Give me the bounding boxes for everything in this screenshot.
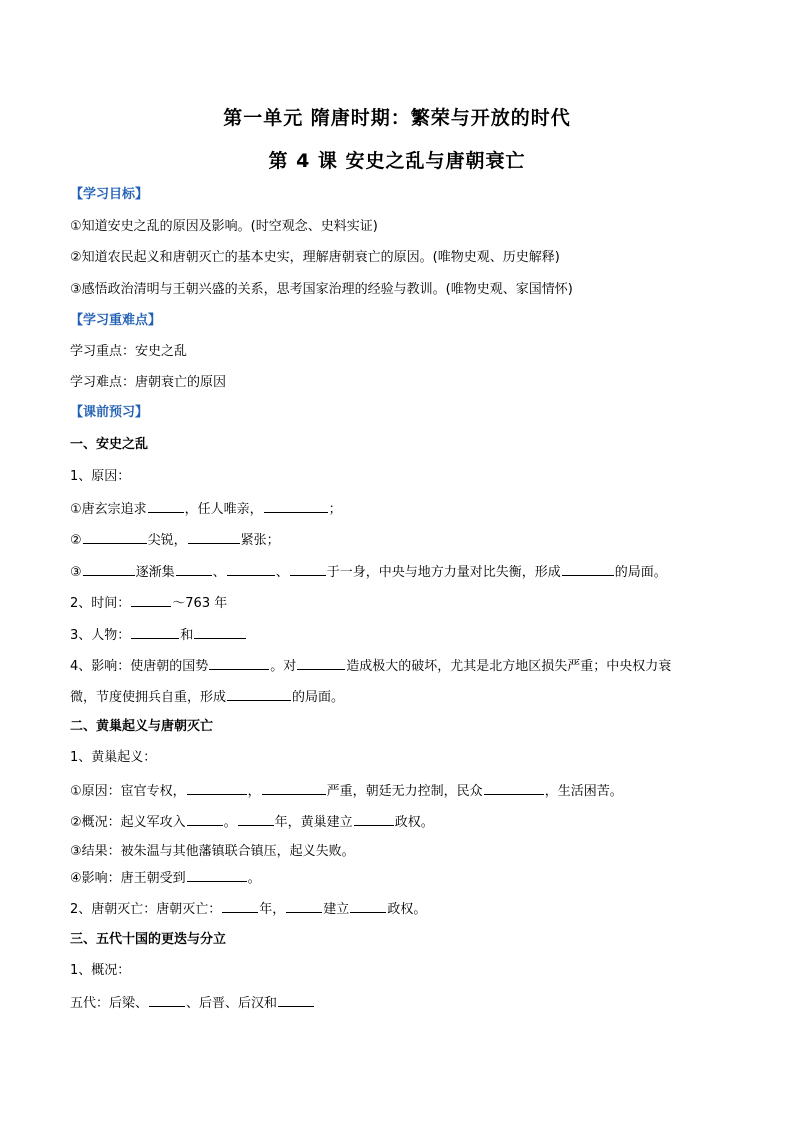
blank[interactable] bbox=[286, 899, 322, 913]
section-title: 一、安史之乱 bbox=[70, 437, 149, 452]
blank[interactable] bbox=[484, 781, 544, 795]
blank[interactable] bbox=[187, 781, 247, 795]
preview-heading: 【课前预习】 bbox=[70, 405, 149, 420]
keypoints-heading: 【学习重难点】 bbox=[70, 313, 162, 328]
cause-line: ①原因：宦官专权， ， 严重，朝廷无力控制，民众 ，生活困苦。 bbox=[70, 781, 623, 801]
goal-item: ③感悟政治清明与王朝兴盛的关系，思考国家治理的经验与教训。(唯物史观、家国情怀) bbox=[70, 282, 573, 297]
unit-title: 第一单元 隋唐时期：繁荣与开放的时代 bbox=[223, 107, 571, 129]
fall-line: 2、唐朝灭亡：唐朝灭亡： 年， 建立 政权。 bbox=[70, 899, 426, 919]
lesson-title: 第 4 课 安史之乱与唐朝衰亡 bbox=[268, 150, 526, 172]
blank[interactable] bbox=[222, 899, 258, 913]
blank[interactable] bbox=[188, 530, 240, 544]
blank[interactable] bbox=[83, 562, 135, 576]
blank[interactable] bbox=[187, 812, 223, 826]
subsection-title: 1、概况： bbox=[70, 963, 131, 978]
blank[interactable] bbox=[278, 993, 314, 1007]
blank[interactable] bbox=[354, 812, 394, 826]
blank[interactable] bbox=[297, 656, 345, 670]
goal-item: ①知道安史之乱的原因及影响。(时空观念、史料实证) bbox=[70, 219, 378, 234]
overview-line: ②概况：起义军攻入 。 年，黄巢建立 政权。 bbox=[70, 812, 434, 832]
blank[interactable] bbox=[264, 499, 328, 513]
blank[interactable] bbox=[149, 993, 185, 1007]
blank[interactable] bbox=[194, 625, 246, 639]
wudai-line: 五代：后梁、 、后晋、后汉和 bbox=[70, 993, 315, 1013]
blank[interactable] bbox=[227, 562, 275, 576]
blank[interactable] bbox=[350, 899, 386, 913]
blank[interactable] bbox=[148, 499, 184, 513]
blank[interactable] bbox=[131, 593, 171, 607]
section-title: 二、黄巢起义与唐朝灭亡 bbox=[70, 719, 214, 734]
blank[interactable] bbox=[238, 812, 274, 826]
blank[interactable] bbox=[227, 687, 291, 701]
blank[interactable] bbox=[209, 656, 269, 670]
impact-line-2: 微，节度使拥兵自重，形成 的局面。 bbox=[70, 687, 344, 707]
subsection-title: 1、黄巢起义： bbox=[70, 750, 157, 765]
section-title: 三、五代十国的更迭与分立 bbox=[70, 932, 227, 947]
people-line: 3、人物： 和 bbox=[70, 625, 247, 645]
blank[interactable] bbox=[187, 868, 247, 882]
blank[interactable] bbox=[262, 781, 326, 795]
time-line: 2、时间： ～763 年 bbox=[70, 593, 227, 613]
reason-2: ② 尖锐， 紧张； bbox=[70, 530, 280, 550]
reason-3: ③ 逐渐集 、 、 于一身，中央与地方力量对比失衡，形成 的局面。 bbox=[70, 562, 667, 582]
key-focus: 学习重点：安史之乱 bbox=[70, 344, 188, 359]
reason-label: 1、原因： bbox=[70, 469, 131, 484]
effect-line: ④影响：唐王朝受到 。 bbox=[70, 868, 261, 888]
blank[interactable] bbox=[131, 625, 179, 639]
result-line: ③结果：被朱温与其他藩镇联合镇压，起义失败。 bbox=[70, 844, 355, 859]
goal-item: ②知道农民起义和唐朝灭亡的基本史实，理解唐朝衰亡的原因。(唯物史观、历史解释) bbox=[70, 250, 560, 265]
blank[interactable] bbox=[176, 562, 212, 576]
key-difficulty: 学习难点：唐朝衰亡的原因 bbox=[70, 375, 227, 390]
goals-heading: 【学习目标】 bbox=[70, 187, 149, 202]
impact-line: 4、影响：使唐朝的国势 。对 造成极大的破坏，尤其是北方地区损失严重；中央权力衰 bbox=[70, 656, 671, 676]
reason-1: ①唐玄宗追求 ，任人唯亲， ； bbox=[70, 499, 342, 519]
blank[interactable] bbox=[83, 530, 147, 544]
blank[interactable] bbox=[562, 562, 614, 576]
blank[interactable] bbox=[290, 562, 326, 576]
